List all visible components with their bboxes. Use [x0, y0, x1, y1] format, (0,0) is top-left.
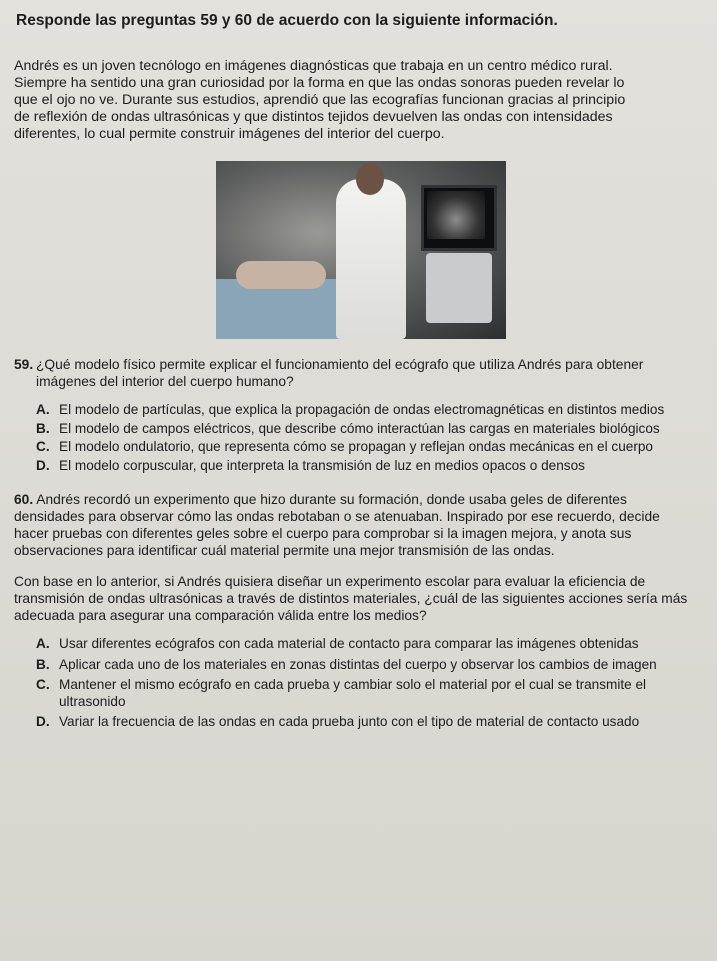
question-60-para1 — [14, 491, 697, 559]
option-d[interactable] — [36, 714, 697, 731]
option-letter: B. — [36, 420, 50, 436]
intro-line: que el ojo no ve. Durante sus estudios, aprendió que las ecografías funcionan gracias al principio — [14, 92, 626, 108]
option-letter: C. — [36, 439, 50, 454]
option-text: El modelo de partículas, que explica la propagación de ondas electromagnéticas en distintos medios — [59, 402, 665, 417]
question-59 — [14, 356, 697, 474]
question-60 — [14, 491, 697, 731]
option-letter: B. — [36, 656, 50, 672]
question-60-options — [36, 636, 697, 731]
option-d[interactable] — [36, 458, 697, 475]
photo-technician — [336, 179, 406, 339]
question-60-stem — [14, 491, 697, 624]
option-b[interactable] — [36, 657, 697, 674]
question-number: 59. — [14, 357, 34, 372]
ultrasound-photo — [216, 161, 506, 339]
option-c[interactable] — [36, 439, 697, 456]
intro-line: de reflexión de ondas ultrasónicas y que distintos tejidos devuelven las ondas con intensidades — [14, 109, 613, 125]
option-letter: A. — [36, 402, 50, 417]
photo-patient — [236, 261, 326, 289]
intro-line: diferentes, lo cual permite construir imágenes del interior del cuerpo. — [14, 126, 445, 142]
option-text: Usar diferentes ecógrafos con cada material de contacto para comparar las imágenes obtenidas — [59, 636, 639, 651]
option-a[interactable] — [36, 636, 697, 653]
question-number: 60. — [14, 492, 34, 507]
option-letter: C. — [36, 677, 50, 692]
option-letter: D. — [36, 714, 50, 729]
question-text: Andrés recordó un experimento que hizo durante su formación, donde usaba geles de diferentes densidades para observar cómo las ondas rebotaban o se atenuaban. Inspirado por ese recuerdo, decide hacer pruebas con diferentes geles sobre el cuerpo para comprobar si la imagen mejora, y anota sus observaciones para identificar cuál material permite una mejor transmisión de las ondas. — [14, 492, 660, 558]
option-text: Variar la frecuencia de las ondas en cada prueba junto con el tipo de material de contacto usado — [59, 714, 640, 729]
option-text: Aplicar cada uno de los materiales en zonas distintas del cuerpo y observar los cambios de imagen — [59, 656, 657, 672]
section-header: Responde las preguntas 59 y 60 de acuerdo con la siguiente información. — [16, 12, 558, 29]
intro-line: Siempre ha sentido una gran curiosidad por la forma en que las ondas sonoras pueden revelar lo — [14, 75, 625, 91]
option-letter: A. — [36, 636, 50, 651]
photo-ultrasound-machine — [426, 253, 492, 323]
option-b[interactable] — [36, 421, 697, 438]
option-a[interactable] — [36, 402, 697, 419]
option-text: El modelo ondulatorio, que representa cómo se propagan y reflejan ondas mecánicas en el cuerpo — [59, 439, 653, 454]
intro-line: Andrés es un joven tecnólogo en imágenes diagnósticas que trabaja en un centro médico rural. — [14, 58, 613, 74]
question-60-para2: Con base en lo anterior, si Andrés quisiera diseñar un experimento escolar para evaluar la eficiencia de transmisión de ondas ultrasónicas a través de distintos materiales, ¿cuál de las siguientes acciones sería más adecuada para asegurar una comparación válida entre los medios? — [14, 574, 688, 623]
question-59-options — [36, 402, 697, 474]
option-text: El modelo corpuscular, que interpreta la transmisión de luz en medios opacos o densos — [59, 457, 585, 473]
question-text: ¿Qué modelo físico permite explicar el funcionamiento del ecógrafo que utiliza Andrés para obtener imágenes del interior del cuerpo humano? — [36, 357, 644, 389]
photo-technician-head — [356, 163, 384, 195]
option-c[interactable] — [36, 677, 697, 710]
intro-text — [14, 58, 697, 143]
option-text: El modelo de campos eléctricos, que describe cómo interactúan las cargas en materiales biológicos — [59, 420, 660, 436]
option-text: Mantener el mismo ecógrafo en cada prueba y cambiar solo el material por el cual se transmite el ultrasonido — [59, 677, 647, 709]
option-letter: D. — [36, 457, 50, 473]
question-59-stem — [14, 356, 697, 390]
photo-ultrasound-screen — [427, 191, 485, 239]
